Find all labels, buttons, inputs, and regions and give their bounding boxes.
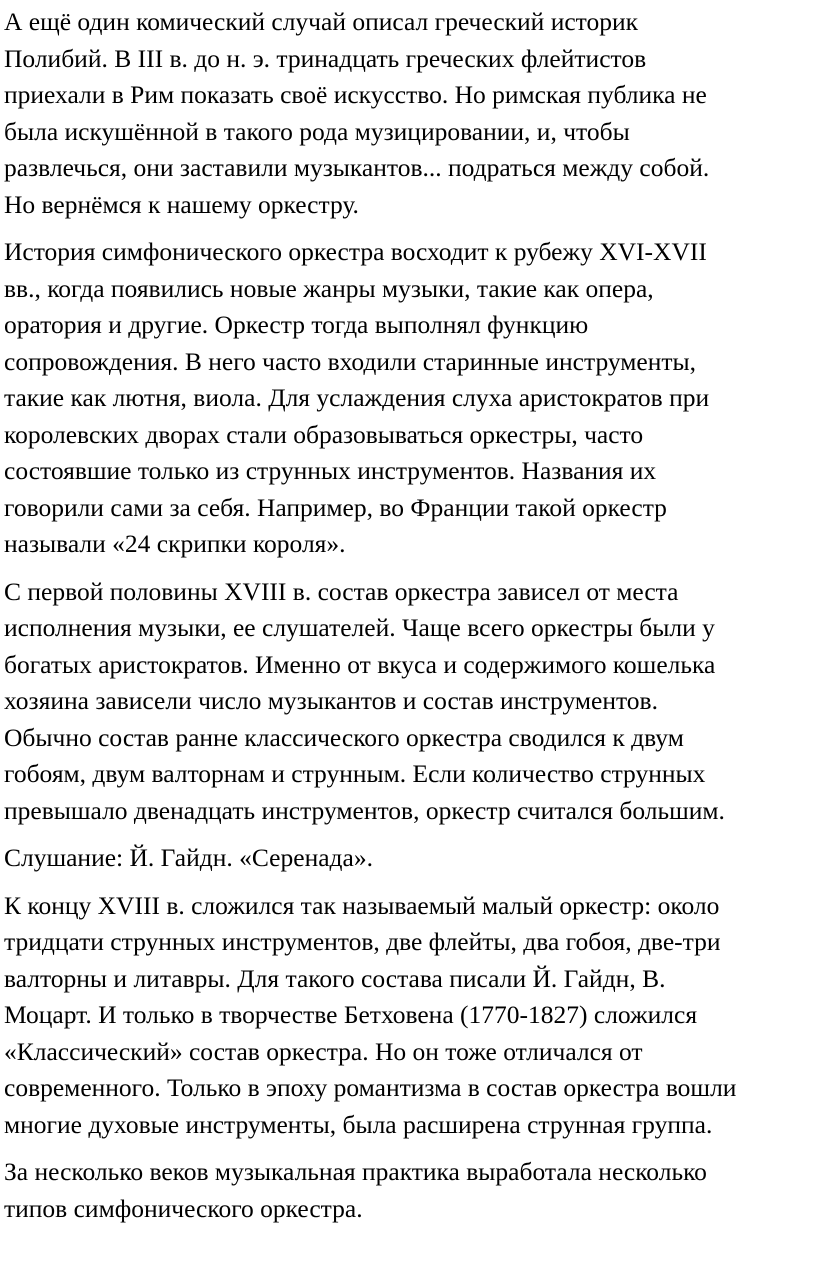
- text-line: С первой половины XVIII в. состав оркестра зависел от места: [4, 576, 679, 606]
- text-line: превышало двенадцать инструментов, оркестр считался большим.: [4, 795, 725, 825]
- text-line: К концу XVIII в. сложился так называемый малый оркестр: около: [4, 890, 720, 920]
- text-line: Слушание: Й. Гайдн. «Серенада».: [4, 843, 373, 872]
- text-line: многие духовые инструменты, была расширена струнная группа.: [4, 1109, 713, 1139]
- paragraph-orchestra-types: [4, 1154, 812, 1227]
- text-line: валторны и литавры. Для такого состава писали Й. Гайдн, В.: [4, 963, 666, 993]
- text-line: «Классический» состав оркестра. Но он тоже отличался от: [4, 1036, 643, 1066]
- text-line: вв., когда появились новые жанры музыки, такие как опера,: [4, 273, 654, 303]
- text-line: История симфонического оркестра восходит к рубежу XVI-XVII: [4, 237, 707, 266]
- text-line: гобоям, двум валторнам и струнным. Если количество струнных: [4, 759, 706, 788]
- paragraph-polybius-story: [4, 4, 812, 223]
- text-line: современного. Только в эпоху романтизма в состав оркестра вошли: [4, 1073, 737, 1102]
- text-line: Обычно состав ранне классического оркестра сводился к двум: [4, 722, 684, 752]
- text-line: оратория и другие. Оркестр тогда выполнял функцию: [4, 310, 589, 339]
- text-line: Полибий. В III в. до н. э. тринадцать греческих флейтистов: [4, 43, 647, 73]
- text-line: такие как лютня, виола. Для услаждения слуха аристократов при: [4, 383, 710, 412]
- paragraph-small-orchestra: [4, 888, 812, 1144]
- text-line: сопровождения. В него часто входили старинные инструменты,: [4, 346, 697, 376]
- text-line: А ещё один комический случай описал греческий историк: [4, 7, 639, 36]
- text-line: За несколько веков музыкальная практика выработала несколько: [4, 1157, 707, 1186]
- text-line: состоявшие только из струнных инструментов. Названия их: [4, 456, 657, 485]
- text-line: называли «24 скрипки короля».: [4, 529, 346, 558]
- text-line: развлечься, они заставили музыкантов... подраться между собой.: [4, 153, 710, 182]
- paragraph-orchestra-history: [4, 234, 812, 563]
- text-line: исполнения музыки, ее слушателей. Чаще всего оркестры были у: [4, 613, 715, 642]
- text-line: тридцати струнных инструментов, две флейты, два гобоя, две-три: [4, 927, 721, 956]
- paragraph-eighteenth-century: [4, 574, 812, 830]
- text-line: Моцарт. И только в творчестве Бетховена (1770-1827) сложился: [4, 1000, 698, 1029]
- text-line: хозяина зависели число музыкантов и состав инструментов.: [4, 686, 658, 715]
- text-line: приехали в Рим показать своё искусство. Но римская публика не: [4, 80, 707, 109]
- text-line: типов симфонического оркестра.: [4, 1193, 363, 1223]
- text-line: была искушённой в такого рода музицировании, и, чтобы: [4, 116, 630, 146]
- paragraph-listening: [4, 840, 812, 877]
- text-line: Но вернёмся к нашему оркестру.: [4, 189, 359, 219]
- text-line: богатых аристократов. Именно от вкуса и содержимого кошелька: [4, 649, 716, 679]
- text-line: говорили сами за себя. Например, во Франции такой оркестр: [4, 492, 667, 522]
- text-line: королевских дворах стали образовываться оркестры, часто: [4, 419, 644, 449]
